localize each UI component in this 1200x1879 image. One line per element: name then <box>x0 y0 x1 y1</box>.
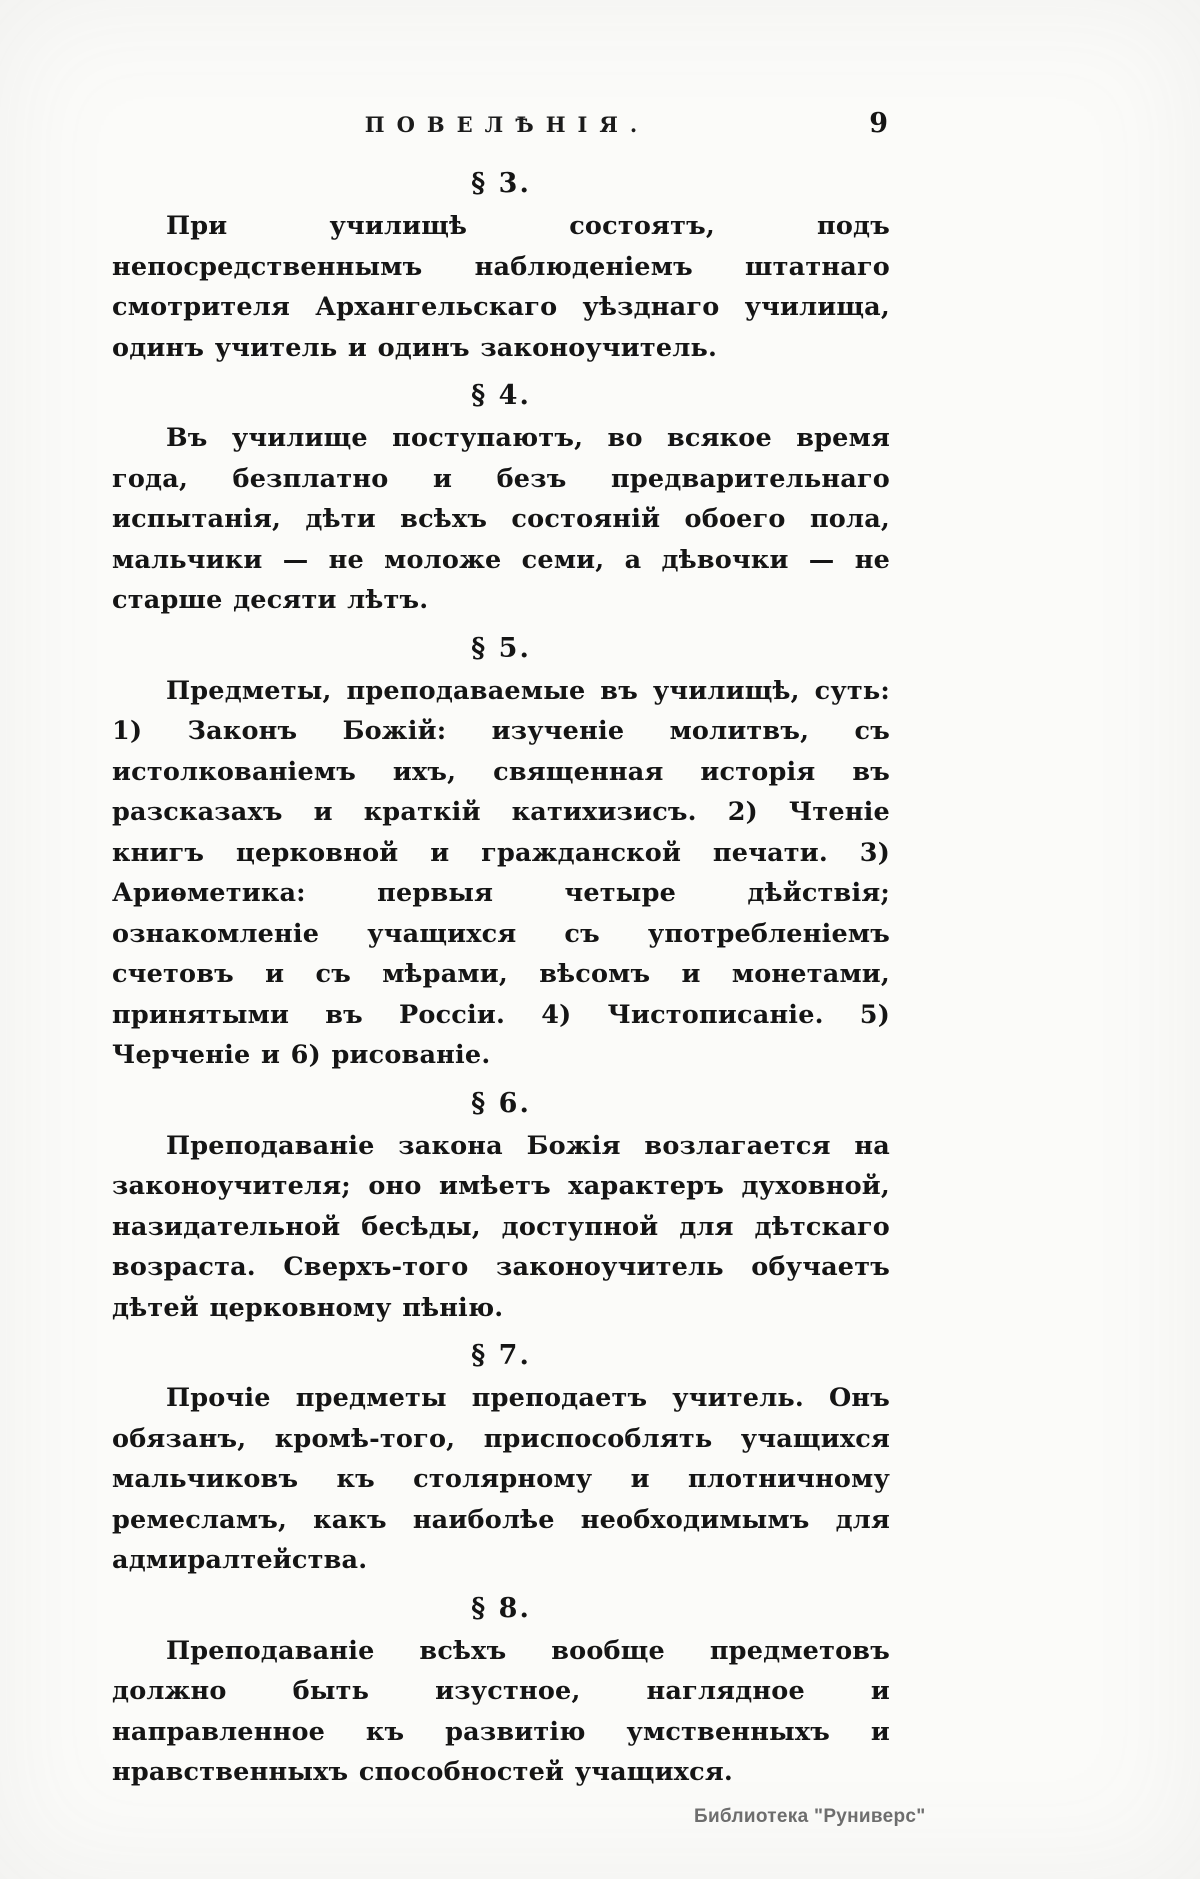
section-4 <box>112 376 890 621</box>
section-7 <box>112 1336 890 1581</box>
running-title: ПОВЕЛѢНІЯ. <box>364 112 650 137</box>
paragraph: При училищѣ состоятъ, подъ непосредственнымъ наблюденіемъ штатнаго смотрителя Архангельскаго уѣзднаго училища, одинъ учитель и одинъ законоучитель. <box>112 211 890 363</box>
paragraph: Прочіе предметы преподаетъ учитель. Онъ обязанъ, кромѣ-того, приспособлять учащихся мальчиковъ къ столярному и плотничному ремесламъ, какъ наиболѣе необходимымъ для адмиралтейства. <box>112 1383 890 1575</box>
section-8 <box>112 1589 890 1793</box>
section-heading: § 6. <box>471 1087 531 1119</box>
section-heading: § 8. <box>471 1592 531 1624</box>
section-3 <box>112 164 890 368</box>
paragraph: Въ училище поступаютъ, во всякое время года, безплатно и безъ предварительнаго испытанія, дѣти всѣхъ состояній обоего пола, мальчики — не моложе семи, а дѣвочки — не старше десяти лѣтъ. <box>112 423 890 615</box>
paragraph: Преподаваніе всѣхъ вообще предметовъ должно быть изустное, наглядное и направленное къ развитію умственныхъ и нравственныхъ способностей учащихся. <box>112 1635 890 1787</box>
section-heading: § 4. <box>471 380 531 411</box>
text-block <box>112 108 890 1793</box>
library-watermark: Библиотека "Руниверс" <box>694 1806 926 1827</box>
section-5 <box>112 629 890 1076</box>
page-number: 9 <box>869 108 888 139</box>
section-6 <box>112 1084 890 1329</box>
section-heading: § 3. <box>471 168 531 199</box>
paragraph: Предметы, преподаваемые въ училищѣ, суть: 1) Законъ Божій: изученіе молитвъ, съ истолкованіемъ ихъ, священная исторія въ разсказахъ и краткій катихизисъ. 2) Чтеніе книгъ церковной и гражданской печати. 3) Ариѳметика: первыя четыре дѣйствія; ознакомленіе учащихся съ употребленіемъ счетовъ и съ мѣрами, вѣсомъ и монетами, принятыми въ Россіи. 4) Чистописаніе. 5) Черченіе и 6) рисованіе. <box>112 675 890 1070</box>
section-heading: § 5. <box>471 632 531 664</box>
page-header <box>112 108 890 156</box>
paragraph: Преподаваніе закона Божія возлагается на законоучителя; оно имѣетъ характеръ духовной, назидательной бесѣды, доступной для дѣтскаго возраста. Сверхъ-того законоучитель обучаетъ дѣтей церковному пѣнію. <box>112 1130 890 1323</box>
section-heading: § 7. <box>471 1340 531 1371</box>
